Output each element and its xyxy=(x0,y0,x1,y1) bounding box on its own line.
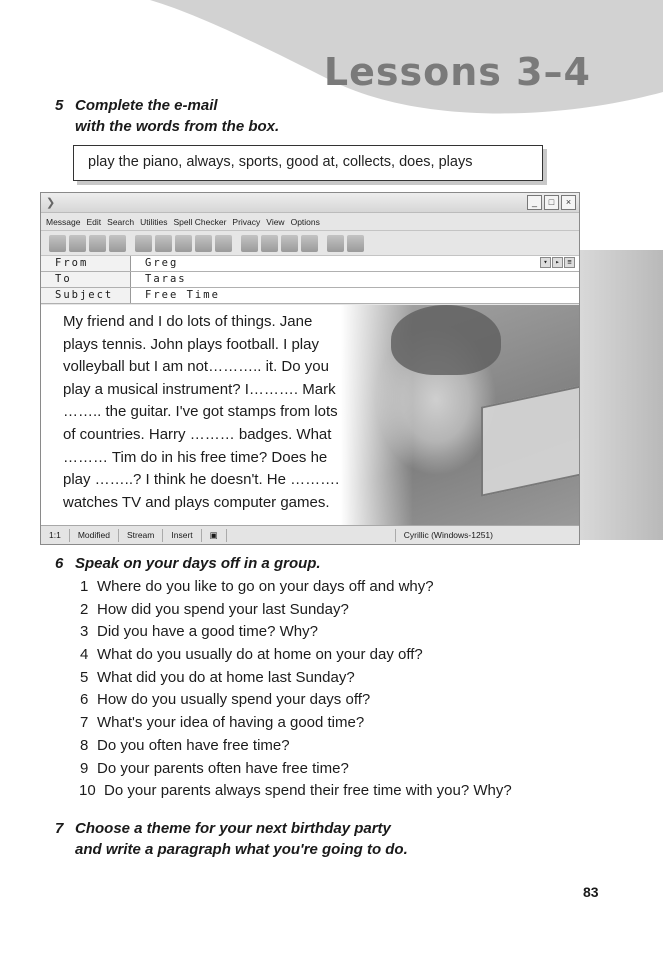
app-icon: ❯ xyxy=(46,197,56,209)
list-item: 10 Do your parents always spend their free time with you? Why? xyxy=(79,782,512,800)
toolbar-undo-icon[interactable] xyxy=(195,235,212,252)
subject-label: Subject xyxy=(41,288,131,303)
status-insert: Insert xyxy=(163,529,201,542)
toolbar-sign-icon[interactable] xyxy=(281,235,298,252)
menu-view[interactable]: View xyxy=(266,216,285,227)
to-label: To xyxy=(41,272,131,287)
task-5-heading xyxy=(55,95,279,137)
toolbar-paste-icon[interactable] xyxy=(155,235,172,252)
task-5-line1: Complete the e-mail xyxy=(75,97,218,114)
subject-value: Free Time xyxy=(145,289,220,301)
menu-edit[interactable]: Edit xyxy=(86,216,102,227)
list-item: 7 What's your idea of having a good time? xyxy=(80,714,365,732)
status-position: 1:1 xyxy=(41,529,70,542)
menu-utilities[interactable]: Utilities xyxy=(140,216,168,227)
task-5-number: 5 xyxy=(55,97,64,114)
toolbar-attach-icon[interactable] xyxy=(69,235,86,252)
task-6-number: 6 xyxy=(55,555,64,572)
menu-spell-checker[interactable]: Spell Checker xyxy=(173,216,227,227)
email-line: of countries. Harry ……… badges. What xyxy=(63,425,332,443)
email-line: volleyball but I am not……….. it. Do you xyxy=(63,358,329,376)
email-line: play ……..? I think he doesn't. He ………. xyxy=(63,471,340,489)
task-5-line2: with the words from the box. xyxy=(75,118,280,135)
toolbar-spell-icon[interactable] xyxy=(261,235,278,252)
from-row xyxy=(41,256,579,272)
status-icon: ▣ xyxy=(202,529,227,542)
toolbar-cancel-icon[interactable] xyxy=(347,235,364,252)
list-item: 1 Where do you like to go on your days off and why? xyxy=(80,578,434,595)
toolbar-address-icon[interactable] xyxy=(241,235,258,252)
email-line: play a musical instrument? I………. Mark xyxy=(63,380,336,398)
to-field[interactable] xyxy=(131,272,579,287)
list-item: 3 Did you have a good time? Why? xyxy=(80,623,318,641)
from-dropdown-icon[interactable]: ▾ xyxy=(540,257,551,268)
email-line: watches TV and plays computer games. xyxy=(63,493,330,511)
task-7-line2: and write a paragraph what you're going to do. xyxy=(75,841,408,858)
list-item: 8 Do you often have free time? xyxy=(80,736,290,754)
status-encoding[interactable]: Cyrillic (Windows-1251) xyxy=(395,529,501,542)
toolbar-cut-icon[interactable] xyxy=(175,235,192,252)
toolbar-print-icon[interactable] xyxy=(89,235,106,252)
laptop-photo-edge xyxy=(580,250,663,540)
toolbar-save-icon[interactable] xyxy=(109,235,126,252)
email-line: ……… Tim do in his free time? Does he xyxy=(63,448,328,466)
from-next-icon[interactable]: ▸ xyxy=(552,257,563,268)
toolbar xyxy=(41,230,579,256)
question-list xyxy=(80,578,512,805)
email-window xyxy=(40,192,580,545)
to-row xyxy=(41,272,579,288)
toolbar-queue-icon[interactable] xyxy=(327,235,344,252)
from-extra-icon[interactable]: ≡ xyxy=(564,257,575,268)
email-line: My friend and I do lots of things. Jane xyxy=(63,313,313,330)
from-value: Greg xyxy=(145,257,179,269)
maximize-button[interactable]: □ xyxy=(544,195,559,210)
minimize-button[interactable]: _ xyxy=(527,195,542,210)
from-label: From xyxy=(41,256,131,271)
to-value: Taras xyxy=(145,273,187,285)
email-body[interactable] xyxy=(41,305,580,527)
page-number: 83 xyxy=(583,884,599,900)
status-stream: Stream xyxy=(119,529,163,542)
task-7-heading xyxy=(55,818,408,860)
boy-photo-hair xyxy=(391,305,501,375)
toolbar-encrypt-icon[interactable] xyxy=(301,235,318,252)
menu-bar xyxy=(41,213,579,230)
subject-field[interactable] xyxy=(131,288,579,303)
email-line: plays tennis. John plays football. I play xyxy=(63,335,319,353)
close-button[interactable]: × xyxy=(561,195,576,210)
task-7-line1: Choose a theme for your next birthday party xyxy=(75,820,391,837)
toolbar-copy-icon[interactable] xyxy=(135,235,152,252)
list-item: 6 How do you usually spend your days off? xyxy=(80,691,371,709)
email-body-text xyxy=(63,311,383,514)
list-item: 4 What do you usually do at home on your day off? xyxy=(80,646,423,664)
list-item: 2 How did you spend your last Sunday? xyxy=(80,600,349,618)
window-titlebar xyxy=(41,193,579,213)
menu-privacy[interactable]: Privacy xyxy=(232,216,261,227)
toolbar-find-icon[interactable] xyxy=(215,235,232,252)
from-controls xyxy=(540,257,575,268)
list-item: 9 Do your parents often have free time? xyxy=(80,759,349,777)
status-bar xyxy=(41,525,580,544)
from-field[interactable] xyxy=(131,256,579,271)
task-6-title: Speak on your days off in a group. xyxy=(75,555,321,572)
menu-options[interactable]: Options xyxy=(290,216,320,227)
task-6-heading xyxy=(55,553,321,574)
toolbar-send-icon[interactable] xyxy=(49,235,66,252)
word-box: play the piano, always, sports, good at, collects, does, plays xyxy=(73,145,543,181)
status-modified: Modified xyxy=(70,529,119,542)
menu-message[interactable]: Message xyxy=(46,216,81,227)
window-controls xyxy=(527,195,576,210)
email-line: …….. the guitar. I've got stamps from lots xyxy=(63,403,338,421)
list-item: 5 What did you do at home last Sunday? xyxy=(80,668,355,686)
task-7-number: 7 xyxy=(55,820,64,837)
lesson-title: Lessons 3–4 xyxy=(323,50,591,94)
menu-search[interactable]: Search xyxy=(107,216,135,227)
subject-row xyxy=(41,288,579,304)
